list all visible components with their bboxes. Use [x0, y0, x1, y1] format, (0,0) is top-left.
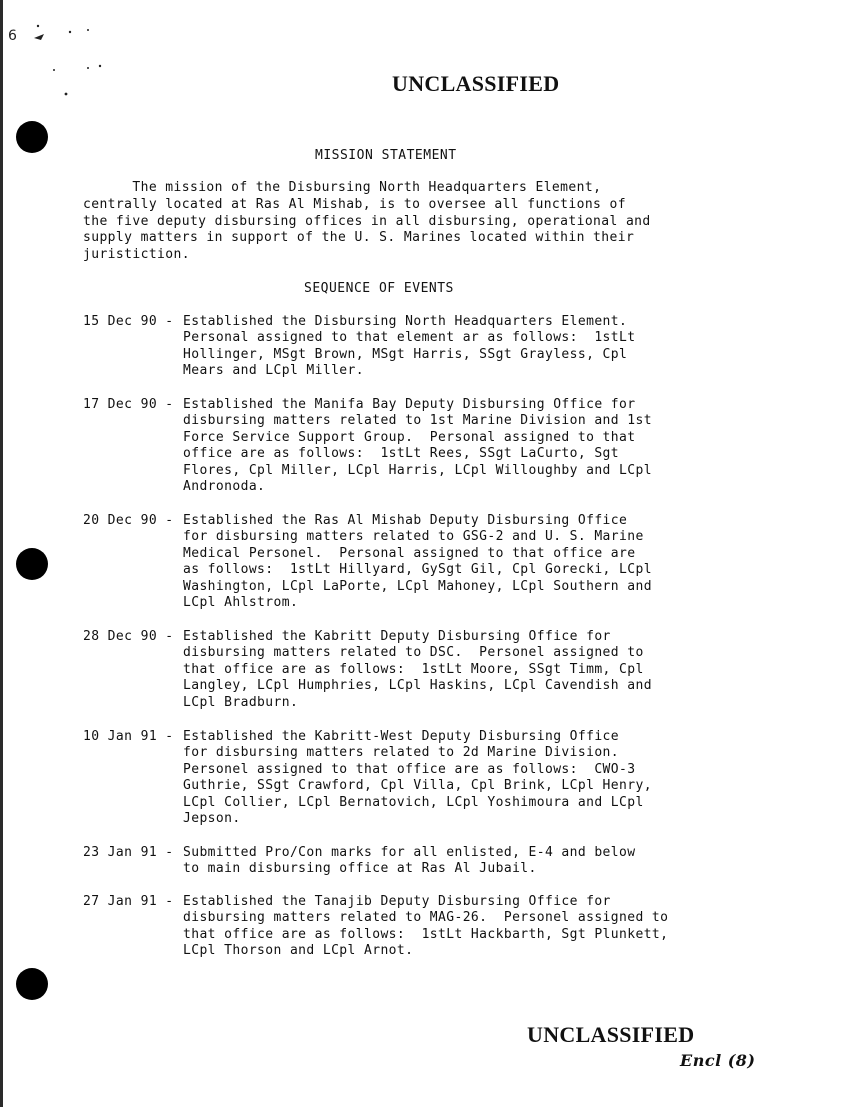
sequence-of-events-heading: SEQUENCE OF EVENTS [304, 281, 454, 296]
event-description: Established the Disbursing North Headquarters Element. Personal assigned to that element ar as follows: 1stLt Hollinger, MSgt Brown, MSgt Harris, SSgt Grayless, Cpl Mears and LCpl Miller. [183, 314, 636, 379]
event-date: 23 Jan 91 - [83, 845, 174, 860]
page-left-edge [0, 0, 3, 1107]
event-description: Established the Kabritt Deputy Disbursing Office for disbursing matters related to DSC. Personel assigned to that office are as follows: 1stLt Moore, SSgt Timm, Cpl Langley, LCpl Humphries, LCpl Haskins, LCpl Cavendish and LCpl Bradburn. [183, 629, 652, 710]
event-date: 10 Jan 91 - [83, 729, 174, 744]
punch-hole-bottom [16, 968, 48, 1000]
event-description: Established the Manifa Bay Deputy Disbursing Office for disbursing matters related to 1st Marine Division and 1st Force Service Support Group. Personal assigned to that office are as follows: 1stLt Rees, SSgt LaCurto, Sgt Flores, Cpl Miller, LCpl Harris, LCpl Willoughby and LCpl Andronoda. [183, 397, 652, 495]
classification-footer: UNCLASSIFIED [527, 1022, 695, 1047]
event-entry [83, 397, 652, 495]
event-entry [83, 845, 636, 894]
punch-hole-middle [16, 548, 48, 580]
classification-header: UNCLASSIFIED [392, 71, 560, 96]
event-date: 17 Dec 90 - [83, 397, 174, 412]
event-entry [83, 314, 636, 379]
event-date: 27 Jan 91 - [83, 894, 174, 909]
event-description: Established the Ras Al Mishab Deputy Disbursing Office for disbursing matters related to GSG-2 and U. S. Marine Medical Personel. Personal assigned to that office are as follows: 1stLt Hillyard, GySgt Gil, Cpl Gorecki, LCpl Washington, LCpl LaPorte, LCpl Mahoney, LCpl Southern and LCpl Ahlstrom. [183, 513, 652, 611]
mission-statement-heading: MISSION STATEMENT [315, 148, 457, 163]
enclosure-handwritten-note: Encl (8) [680, 1051, 756, 1070]
event-entry [83, 894, 669, 959]
mission-statement-text: The mission of the Disbursing North Headquarters Element, centrally located at Ras Al Mishab, is to oversee all functions of the five deputy disbursing offices in all disbursing, operational and supply matters in support of the U. S. Marines located within their juristiction. [83, 180, 651, 263]
event-description: Submitted Pro/Con marks for all enlisted, E-4 and below to main disbursing office at Ras Al Jubail. [183, 845, 636, 877]
event-date: 15 Dec 90 - [83, 314, 174, 329]
handwritten-mark: 6 [8, 28, 17, 44]
event-entry [83, 629, 652, 710]
event-description: Established the Kabritt-West Deputy Disbursing Office for disbursing matters related to 2d Marine Division. Personel assigned to that office are as follows: CWO-3 Guthrie, SSgt Crawford, Cpl Villa, Cpl Brink, LCpl Henry, LCpl Collier, LCpl Bernatovich, LCpl Yoshimoura and LCpl Jepson. [183, 729, 652, 827]
scan-specks [8, 20, 118, 100]
event-entry [83, 513, 652, 611]
event-description: Established the Tanajib Deputy Disbursing Office for disbursing matters related to MAG-26. Personel assigned to that office are as follows: 1stLt Hackbarth, Sgt Plunkett, LCpl Thorson and LCpl Arnot. [183, 894, 669, 959]
event-date: 28 Dec 90 - [83, 629, 174, 644]
event-date: 20 Dec 90 - [83, 513, 174, 528]
event-entry [83, 729, 652, 827]
punch-hole-top [16, 121, 48, 153]
